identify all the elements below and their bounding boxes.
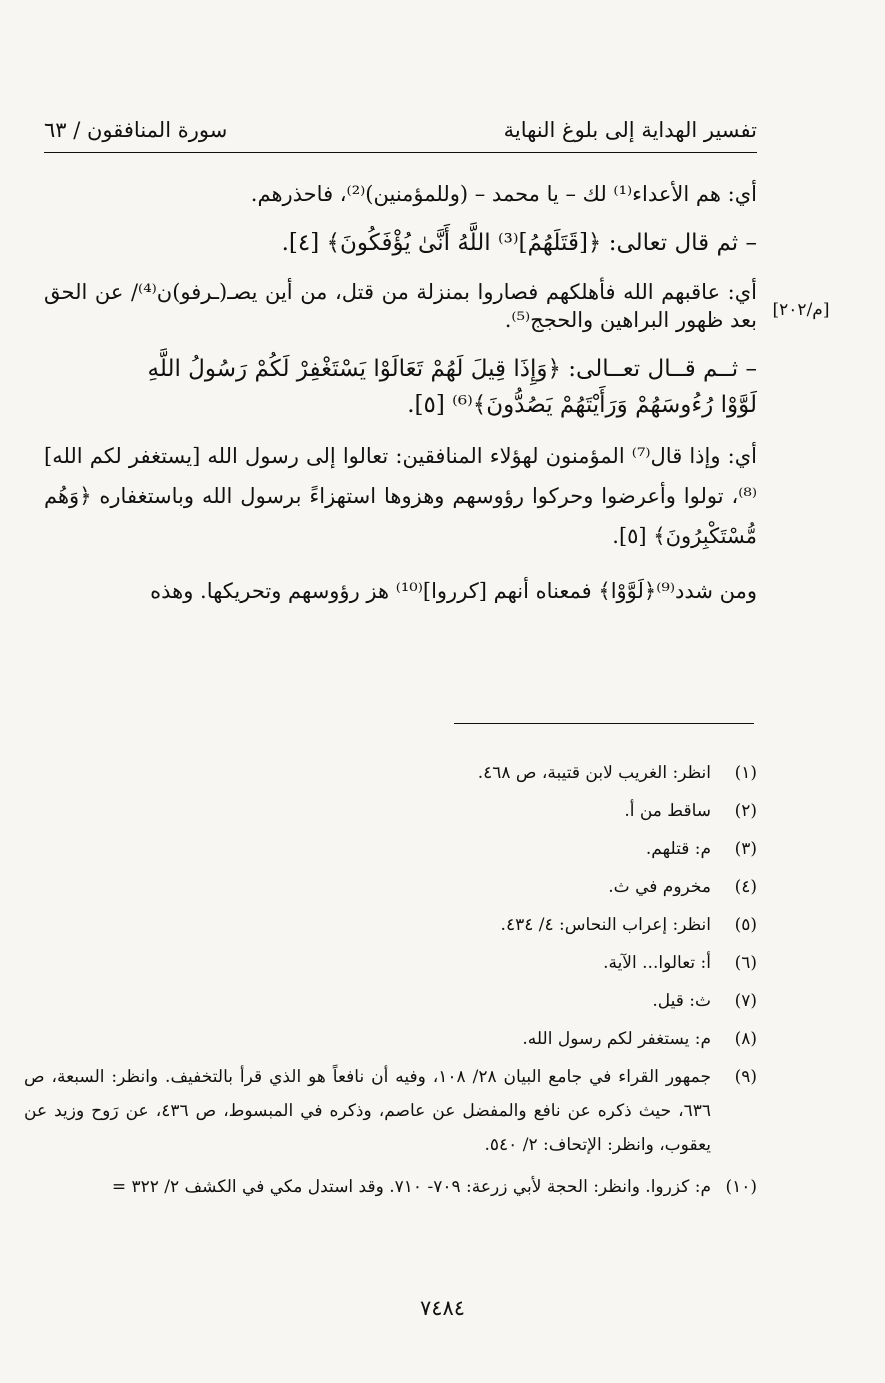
footnote-number: (٧) (734, 991, 757, 1011)
running-header (44, 112, 757, 153)
footnote (24, 760, 757, 786)
verse-line: لَوَّوْا رُءُوسَهُمْ وَرَأَيْتَهُمْ يَصُدُّونَ﴾⁽⁶⁾ [٥]. (407, 392, 757, 418)
paragraph: ومن شدد⁽⁹⁾﴿لَوَّوْا﴾ فمعناه أنهم [كرروا]⁽¹⁰⁾ هز رؤوسهم وتحريكها. وهذه (150, 579, 757, 603)
footnote (24, 988, 757, 1014)
footnote-text: جمهور القراء في جامع البيان ٢٨/ ١٠٨، وفيه أن نافعاً هو الذي قرأ بالتخفيف. وانظر: السبعة، ص ٦٣٦، حيث ذكره عن نافع والمفضل عن عاصم، وذكره في المبسوط، ص ٤٣٦، عن رَوح وزيد عن يعقوب، وانظر: الإتحاف: ٢/ ٥٤٠. (24, 1067, 711, 1155)
footnote-number: (١٠) (725, 1177, 757, 1197)
footnote-number: (١) (734, 763, 757, 783)
footnote-number: (٦) (734, 953, 757, 973)
paragraph: أي: هم الأعداء⁽¹⁾ لك – يا محمد – (وللمؤمنين)⁽²⁾، فاحذرهم. (250, 182, 757, 206)
book-title: تفسير الهداية إلى بلوغ النهاية (503, 118, 757, 142)
footnote-text: انظر: إعراب النحاس: ٤/ ٤٣٤. (500, 915, 711, 935)
footnote-text: ث: قيل. (652, 991, 711, 1011)
footnote (24, 1026, 757, 1052)
manuscript-folio-ref: [م/٢٠٢] (772, 300, 830, 320)
paragraph: أي: عاقبهم الله فأهلكهم فصاروا بمنزلة من قتل، من أين يصـ(ـرفو)ن⁽⁴⁾/ عن الحق بعد ظهور البراهين والحجج⁽⁵⁾. (44, 280, 758, 332)
footnote-text: انظر: الغريب لابن قتيبة، ص ٤٦٨. (477, 763, 711, 783)
footnote-number: (٥) (734, 915, 757, 935)
footnote-number: (٢) (734, 801, 757, 821)
footnote (24, 836, 757, 862)
footnote-text: م: يستغفر لكم رسول الله. (522, 1029, 711, 1049)
footnote-text: ساقط من أ. (624, 801, 711, 821)
footnote-number: (٨) (734, 1029, 757, 1049)
footnotes (24, 760, 757, 1212)
footnote-text: مخروم في ث. (608, 877, 711, 897)
page-number: ٧٤٨٤ (419, 1296, 466, 1320)
footnote (24, 950, 757, 976)
footnote-number: (٣) (734, 839, 757, 859)
footnote (24, 798, 757, 824)
footnote-text: م: كزروا. وانظر: الحجة لأبي زرعة: ٧٠٩- ٧١٠. وقد استدل مكي في الكشف ٢/ ٣٢٢ = (111, 1177, 711, 1197)
footnote-separator (454, 723, 754, 724)
surah-label: سورة المنافقون / ٦٣ (44, 118, 228, 142)
verse-line: – ثم قال تعالى: ﴿[قَتَلَهُمُ]⁽³⁾ اللَّهُ أَنَّىٰ يُؤْفَكُونَ﴾ [٤]. (281, 230, 757, 256)
footnote (24, 1064, 757, 1162)
footnote-number: (٩) (734, 1067, 757, 1087)
verse-line: – ثــم قــال تعــالى: ﴿وَإِذَا قِيلَ لَهُمْ تَعَالَوْا يَسْتَغْفِرْ لَكُمْ رَسُولُ اللَّهِ (147, 356, 757, 382)
footnote-text: م: قتلهم. (645, 839, 711, 859)
footnote-text: أ: تعالوا... الآية. (603, 953, 711, 973)
footnote (24, 1174, 757, 1200)
footnote (24, 912, 757, 938)
main-text (44, 180, 757, 626)
footnote-number: (٤) (734, 877, 757, 897)
paragraph: أي: وإذا قال⁽⁷⁾ المؤمنون لهؤلاء المنافقين: تعالوا إلى رسول الله [يستغفر لكم الله]⁽⁸⁾، تولوا وأعرضوا وحركوا رؤوسهم وهزوها استهزاءً برسول الله وباستغفاره ﴿وَهُم مُّسْتَكْبِرُونَ﴾ [٥]. (44, 444, 757, 548)
footnote (24, 874, 757, 900)
